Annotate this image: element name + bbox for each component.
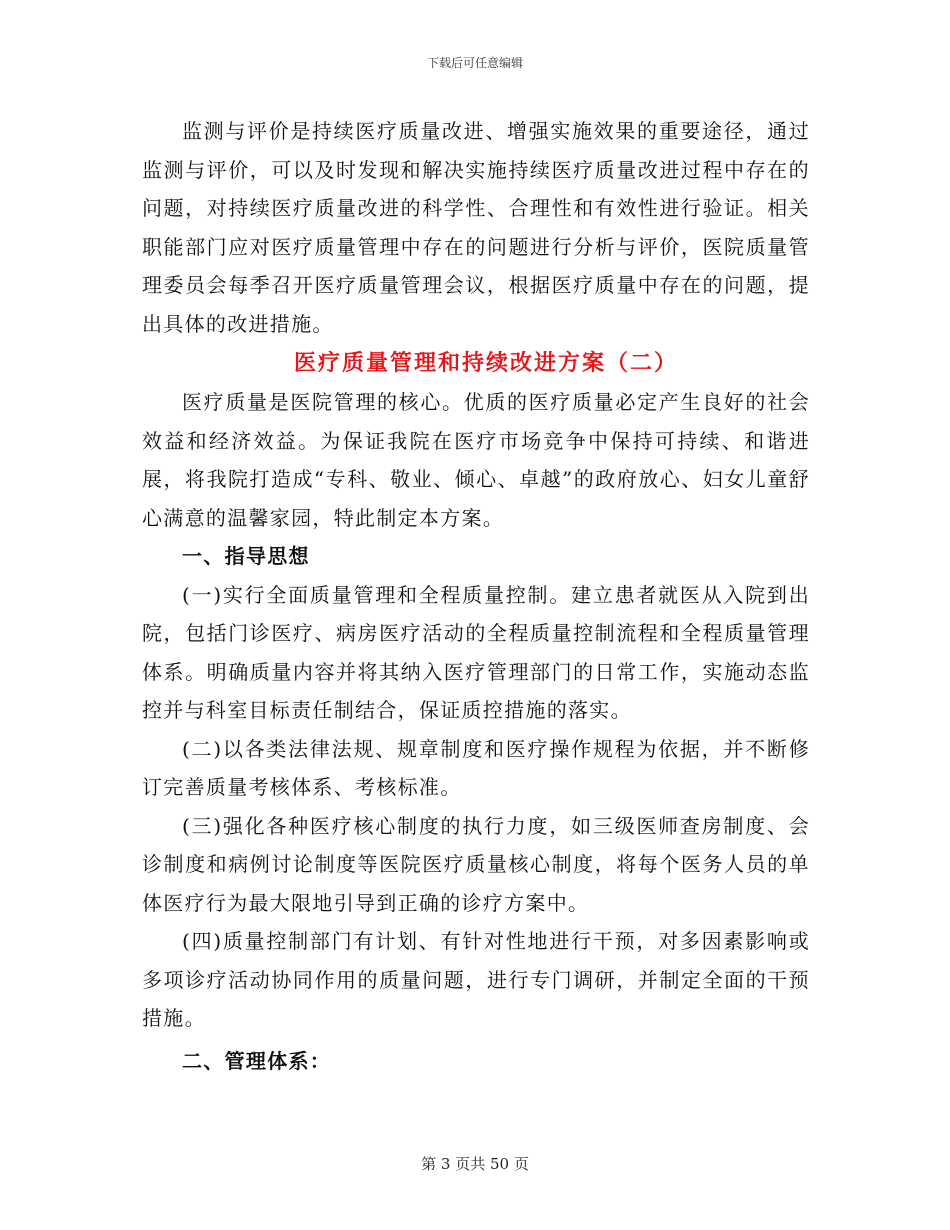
page-header: 下载后可任意编辑 <box>426 56 523 70</box>
heading-guiding-ideology: 一、指导思想 <box>182 544 310 568</box>
document-body <box>142 112 810 1080</box>
paragraph-monitoring: 监测与评价是持续医疗质量改进、增强实施效果的重要途径，通过监测与评价，可以及时发现和解决实施持续医疗质量改进过程中存在的问题，对持续医疗质量改进的科学性、合理性和有效性进行验证。相关职能部门应对医疗质量管理中存在的问题进行分析与评价，医院质量管理委员会每季召开医疗质量管理会议，根据医疗质量中存在的问题，提出具体的改进措施。 <box>142 119 810 336</box>
paragraph-item-4: (四)质量控制部门有计划、有针对性地进行干预，对多因素影响或多项诊疗活动协同作用的质量问题，进行专门调研，并制定全面的干预措施。 <box>142 929 810 1030</box>
paragraph-item-2: (二)以各类法律法规、规章制度和医疗操作规程为依据，并不断修订完善质量考核体系、考核标准。 <box>142 736 810 799</box>
paragraph-intro: 医疗质量是医院管理的核心。优质的医疗质量必定产生良好的社会效益和经济效益。为保证我院在医疗市场竞争中保持可持续、和谐进展，将我院打造成“专科、敬业、倾心、卓越”的政府放心、妇女儿童舒心满意的温馨家园，特此制定本方案。 <box>142 390 810 530</box>
page-footer: 第 3 页共 50 页 <box>421 1155 529 1173</box>
section-title: 医疗质量管理和持续改进方案（二） <box>293 350 678 376</box>
heading-management-system: 二、管理体系： <box>182 1048 332 1073</box>
paragraph-item-3: (三)强化各种医疗核心制度的执行力度，如三级医师查房制度、会诊制度和病例讨论制度等医院医疗质量核心制度，将每个医务人员的单体医疗行为最大限地引导到正确的诊疗方案中。 <box>142 813 810 915</box>
paragraph-item-1: (一)实行全面质量管理和全程质量控制。建立患者就医从入院到出院，包括门诊医疗、病房医疗活动的全程质量控制流程和全程质量管理体系。明确质量内容并将其纳入医疗管理部门的日常工作，实施动态监控并与科室目标责任制结合，保证质控措施的落实。 <box>142 582 810 722</box>
